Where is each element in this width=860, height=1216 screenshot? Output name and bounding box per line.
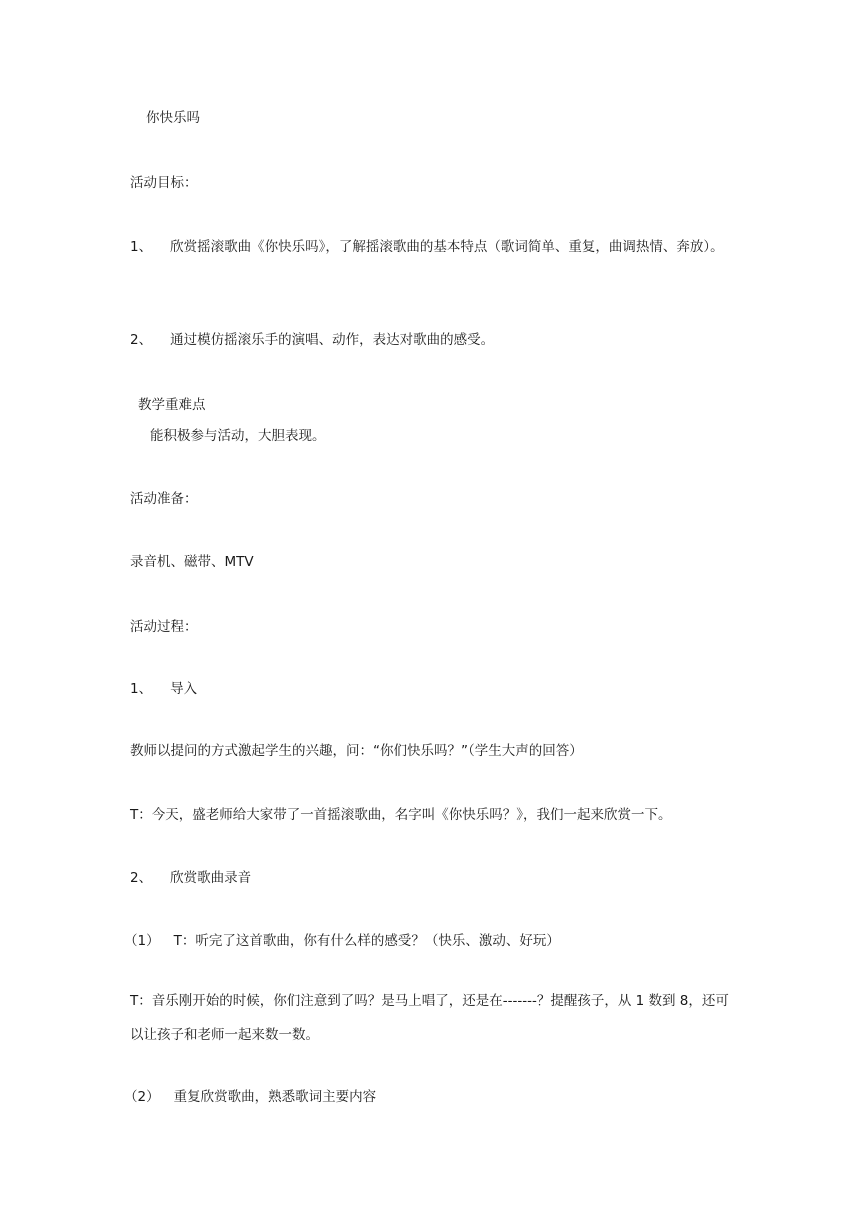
- document-title: 你快乐吗: [146, 110, 200, 126]
- sub-text: 重复欣赏歌曲，熟悉歌词主要内容: [173, 1089, 377, 1105]
- step-1-paragraph-2: T：今天，盛老师给大家带了一首摇滚歌曲，名字叫《你快乐吗？》，我们一起来欣赏一下。: [130, 807, 672, 823]
- step-1: [130, 679, 740, 699]
- step-2-paragraph-1: T：音乐刚开始的时候，你们注意到了吗？是马上唱了，还是在-------？提醒孩子，从 1 数到 8，还可以让孩子和老师一起来数一数。: [130, 993, 729, 1043]
- step-number: 2、: [130, 870, 153, 886]
- preparation-text: 录音机、磁带、MTV: [130, 554, 254, 570]
- sub-number: （2）: [124, 1089, 160, 1105]
- process-heading: 活动过程：: [130, 619, 198, 635]
- sub-number: （1）: [124, 933, 160, 949]
- step-number: 1、: [130, 681, 153, 697]
- step-text: 欣赏歌曲录音: [170, 870, 252, 886]
- step-text: 导入: [170, 681, 198, 697]
- step-2: [130, 868, 740, 888]
- sub-text: T：听完了这首歌曲，你有什么样的感受？（快乐、激动、好玩）: [173, 933, 560, 949]
- objective-number: 1、: [130, 239, 153, 255]
- key-points-text: 能积极参与活动，大胆表现。: [150, 428, 326, 444]
- objective-number: 2、: [130, 332, 153, 348]
- objective-text: 欣赏摇滚歌曲《你快乐吗》，了解摇滚歌曲的基本特点（歌词简单、重复，曲调热情、奔放）。: [170, 239, 724, 255]
- objectives-heading: 活动目标：: [130, 175, 198, 191]
- step-2-sub-2: [124, 1087, 734, 1107]
- objective-item-2: [130, 330, 740, 350]
- objective-text: 通过模仿摇滚乐手的演唱、动作，表达对歌曲的感受。: [170, 332, 495, 348]
- objective-item-1: [130, 230, 740, 264]
- step-2-sub-1: [124, 931, 734, 951]
- key-points-heading: 教学重难点: [138, 397, 206, 413]
- preparation-heading: 活动准备：: [130, 491, 198, 507]
- step-1-paragraph-1: 教师以提问的方式激起学生的兴趣，问：“你们快乐吗？”（学生大声的回答）: [130, 743, 583, 759]
